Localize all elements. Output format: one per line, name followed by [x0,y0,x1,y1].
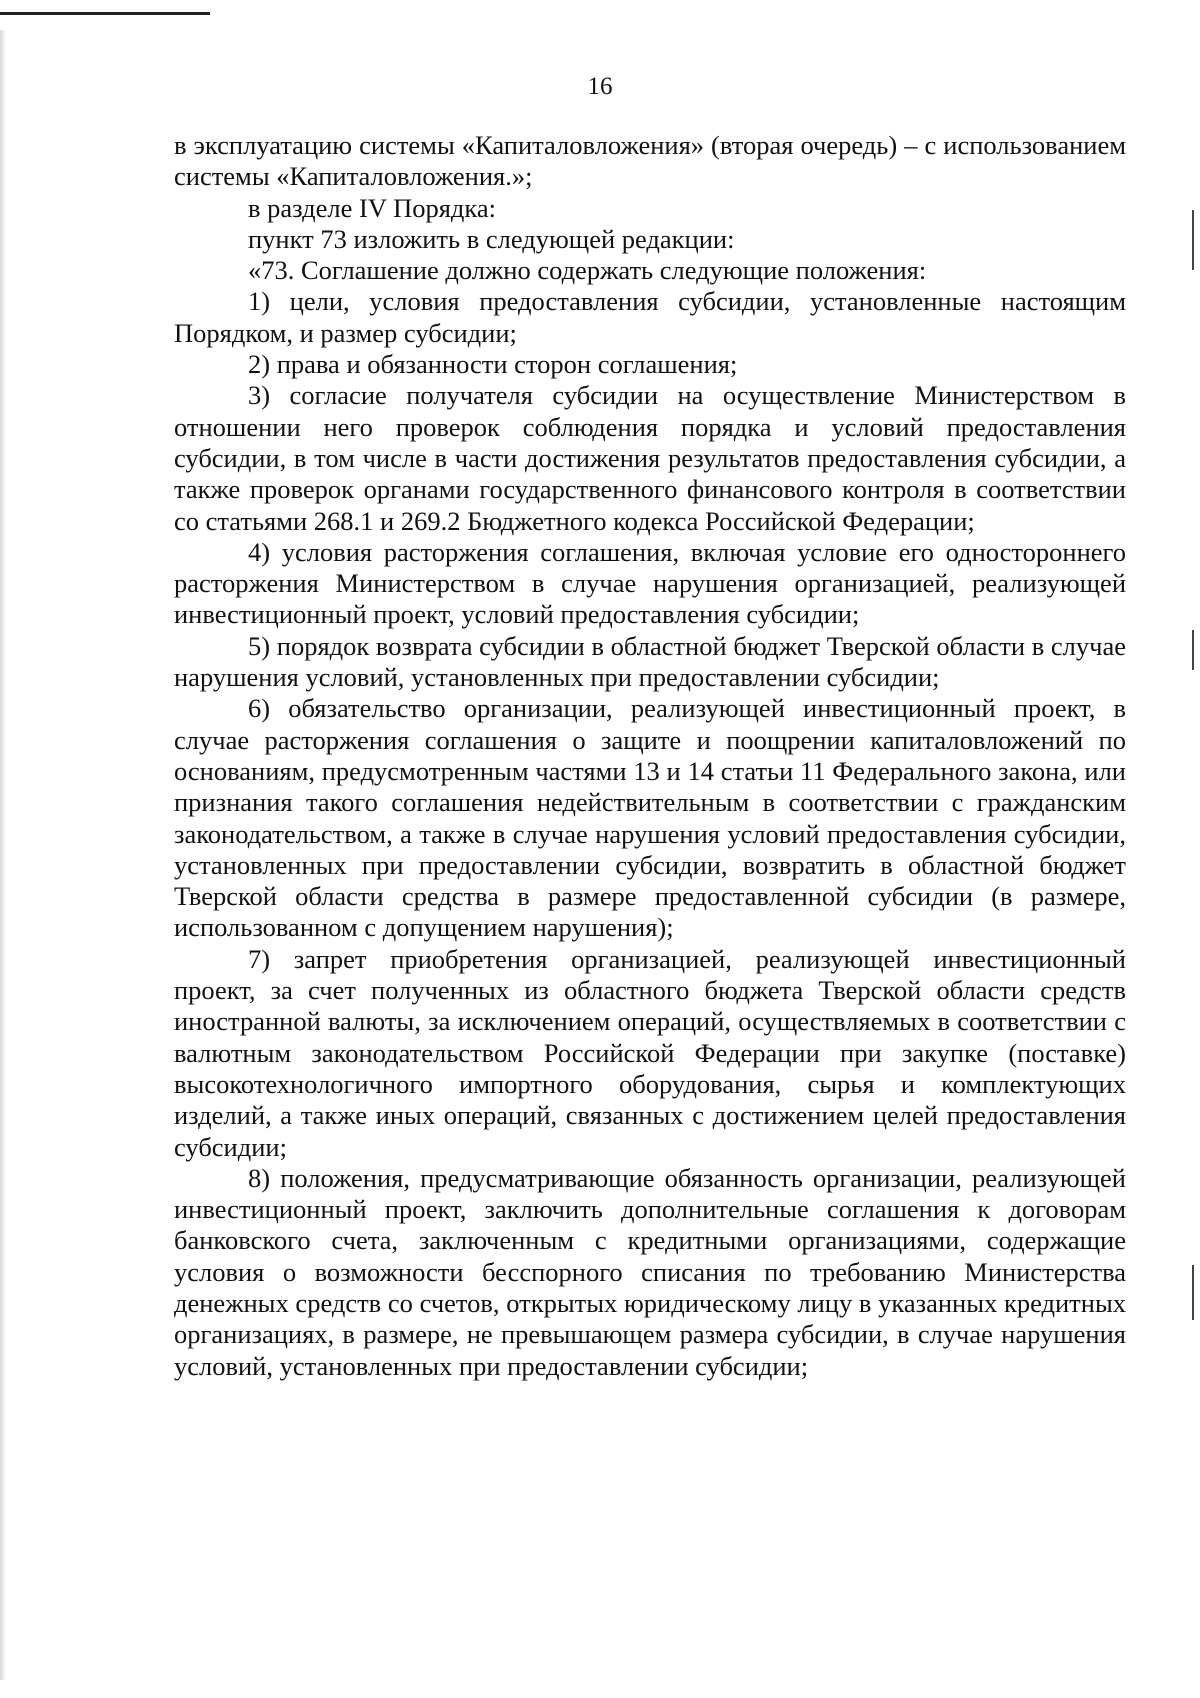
scan-margin-mark [1192,630,1194,670]
list-item-3: 3) согласие получателя субсидии на осуществление Министерством в отношении него проверок соблюдения порядка и условий предоставления субсидии, в том числе в части достижения результатов предоставления субсидии, а также проверок органами государственного финансового контроля в соответствии со статьями 268.1 и 269.2 Бюджетного кодекса Российской Федерации; [174,380,1126,536]
document-body [174,130,1126,1382]
paragraph-clause-intro: пункт 73 изложить в следующей редакции: [248,223,735,254]
list-item-2: 2) права и обязанности сторон соглашения; [248,349,738,380]
paragraph-clause-73: «73. Соглашение должно содержать следующие положения: [248,255,927,286]
paragraph-continuation: в эксплуатацию системы «Капиталовложения» (вторая очередь) – с использованием системы «Капиталовложения.»; [174,130,1126,192]
page-number: 16 [587,73,613,100]
list-item-1: 1) цели, условия предоставления субсидии, установленные настоящим Порядком, и размер субсидии; [174,286,1126,348]
scan-border-line [0,12,210,15]
list-item-6: 6) обязательство организации, реализующей инвестиционный проект, в случае расторжения соглашения о защите и поощрении капиталовложений по основаниям, предусмотренным частями 13 и 14 статьи 11 Федерального закона, или признания такого соглашения недействительным в соответствии с гражданским законодательством, а также в случае нарушения условий предоставления субсидии, установленных при предоставлении субсидии, возвратить в областной бюджет Тверской области средства в размере предоставленной субсидии (в размере, использованном с допущением нарушения); [174,693,1126,943]
scan-margin-mark [1192,1265,1194,1320]
scan-shadow-edge [0,30,6,1680]
list-item-4: 4) условия расторжения соглашения, включая условие его одностороннего расторжения Министерством в случае нарушения организацией, реализующей инвестиционный проект, условий предоставления субсидии; [174,536,1126,630]
list-item-5: 5) порядок возврата субсидии в областной бюджет Тверской области в случае нарушения условий, установленных при предоставлении субсидии; [174,630,1126,693]
paragraph-section-ref: в разделе IV Порядка: [248,192,497,223]
list-item-8: 8) положения, предусматривающие обязанность организации, реализующей инвестиционный проект, заключить дополнительные соглашения к договорам банковского счета, заключенным с кредитными организациями, содержащие условия о возможности бесспорного списания по требованию Министерства денежных средств со счетов, открытых юридическому лицу в указанных кредитных организациях, в размере, не превышающем размера субсидии, в случае нарушения условий, установленных при предоставлении субсидии; [174,1162,1126,1381]
scan-margin-mark [1192,210,1194,270]
list-item-7: 7) запрет приобретения организацией, реализующей инвестиционный проект, за счет полученных из областного бюджета Тверской области средств иностранной валюты, за исключением операций, осуществляемых в соответствии с валютным законодательством Российской Федерации при закупке (поставке) высокотехнологичного импортного оборудования, сырья и комплектующих изделий, а также иных операций, связанных с достижением целей предоставления субсидии; [174,943,1126,1162]
